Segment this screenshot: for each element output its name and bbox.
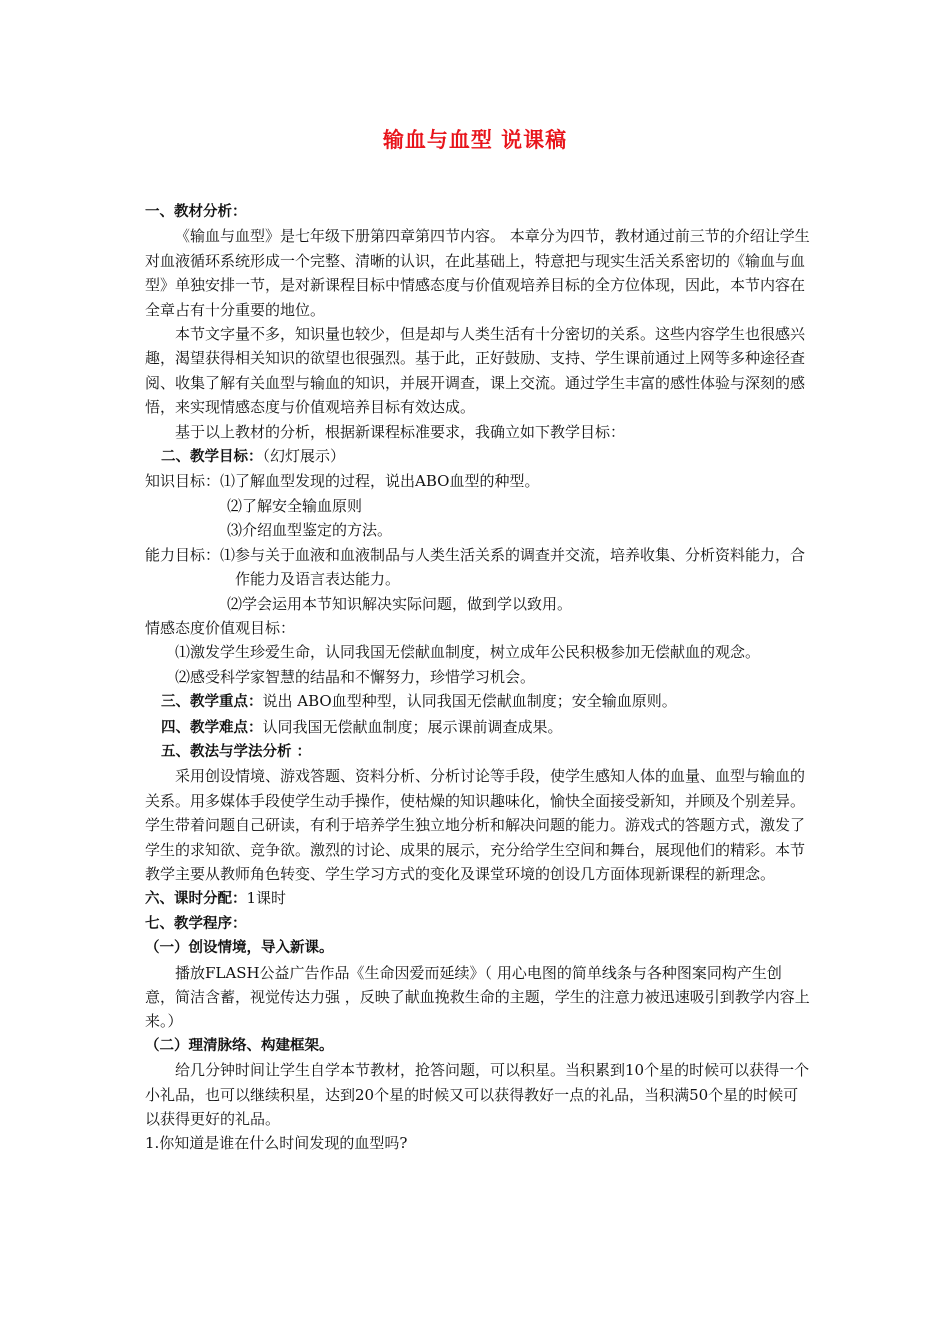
section-2-heading-line — [145, 444, 811, 469]
section-3-text: 说出 ABO血型种型，认同我国无偿献血制度；安全输血原则。 — [262, 692, 677, 711]
section-5-paragraph: 采用创设情境、游戏答题、资料分析、分析讨论等手段，使学生感知人体的血量、血型与输血的关系。用多媒体手段使学生动手操作，使枯燥的知识趣味化，愉快全面接受新知，并顾及个别差异。学生带着问题自己研读，有利于培养学生独立地分析和解决问题的能力。游戏式的答题方式，激发了学生的求知欲、竞争欲。激烈的讨论、成果的展示，充分给学生空间和舞台，展现他们的精彩。本节教学主要从教师角色转变、学生学习方式的变化及课堂环境的创设几方面体现新课程的新理念。 — [145, 767, 806, 883]
section-7-sub-1: （一）创设情境，导入新课。 — [145, 940, 334, 957]
section-7-paragraph-2: 给几分钟时间让学生自学本节教材，抢答问题，可以积星。当积累到10个星的时候可以获得一个小礼品，也可以继续积星，达到20个星的时候又可以获得教好一点的礼品，当积满50个星的时候可以获得更好的礼品。 — [145, 1061, 810, 1129]
section-4-heading: 四、教学难点： — [161, 719, 263, 736]
section-2-heading: 二、教学目标： — [161, 449, 263, 466]
knowledge-goal-1 — [145, 469, 811, 493]
section-5-heading: 五、教法与学法分析 ： — [161, 743, 312, 760]
section-6-text: 1课时 — [246, 889, 287, 908]
knowledge-goal-text: ⑴了解血型发现的过程，说出ABO血型的种型。 — [220, 472, 540, 491]
section-2-note: （幻灯展示） — [262, 447, 346, 466]
section-6 — [145, 886, 811, 911]
section-7-heading: 七、教学程序： — [145, 915, 247, 932]
section-1-paragraph-2: 本节文字量不多，知识量也较少，但是却与人类生活有十分密切的关系。这些内容学生也很感兴趣，渴望获得相关知识的欲望也很强烈。基于此，正好鼓励、支持、学生课前通过上网等多种途径查阅、收集了解有关血型与输血的知识，并展开调查，课上交流。通过学生丰富的感性体验与深刻的感悟，来实现情感态度与价值观培养目标有效达成。 — [145, 325, 806, 417]
section-1-paragraph-1: 《输血与血型》是七年级下册第四章第四节内容。 本章分为四节，教材通过前三节的介绍让学生对血液循环系统形成一个完整、清晰的认识，在此基础上，特意把与现实生活关系密切的《输血与血型》单独安排一节，是对新课程目标中情感态度与价值观培养目标的全方位体现，因此，本节内容在全章占有十分重要的地位。 — [145, 227, 810, 319]
section-7-paragraph-1: 播放FLASH公益广告作品《生命因爱而延续》（ 用心电图的简单线条与各种图案同构产生创意，简洁含蓄，视觉传达力强 ，反映了献血挽救生命的主题，学生的注意力被迅速吸引到教学内容上来。） — [145, 963, 810, 1031]
section-4-text: 认同我国无偿献血制度；展示课前调查成果。 — [262, 717, 563, 736]
ability-goal-text: ⑴参与关于血液和血液制品与人类生活关系的调查并交流，培养收集、分析资料能力，合作能力及语言表达能力。 — [220, 545, 806, 589]
knowledge-goal-label: 知识目标： — [145, 472, 221, 491]
page-title: 输血与血型 说课稿 — [382, 128, 568, 152]
section-6-heading: 六、课时分配： — [145, 891, 247, 908]
knowledge-goal-2: ⑵了解安全输血原则 — [227, 496, 363, 515]
emotion-goal-label: 情感态度价值观目标： — [145, 618, 296, 637]
emotion-goal-1: ⑴激发学生珍爱生命，认同我国无偿献血制度，树立成年公民积极参加无偿献血的观念。 — [175, 643, 761, 662]
section-1-paragraph-3: 基于以上教材的分析，根据新课程标准要求，我确立如下教学目标： — [175, 422, 626, 441]
section-3-heading: 三、教学重点： — [161, 694, 263, 711]
section-7-sub-2: （二）理清脉络、构建框架。 — [145, 1037, 334, 1054]
section-4 — [145, 715, 811, 740]
question-1: 1.你知道是谁在什么时间发现的血型吗? — [145, 1134, 408, 1153]
ability-goal-label: 能力目标： — [145, 545, 221, 564]
knowledge-goal-3: ⑶介绍血型鉴定的方法。 — [227, 521, 393, 540]
section-3 — [145, 689, 811, 714]
ability-goal-1 — [145, 543, 811, 592]
section-1-heading: 一、教材分析： — [145, 204, 247, 220]
document-body — [145, 200, 811, 1156]
ability-goal-2: ⑵学会运用本节知识解决实际问题，做到学以致用。 — [227, 594, 573, 613]
emotion-goal-2: ⑵感受科学家智慧的结晶和不懈努力，珍惜学习机会。 — [175, 667, 536, 686]
